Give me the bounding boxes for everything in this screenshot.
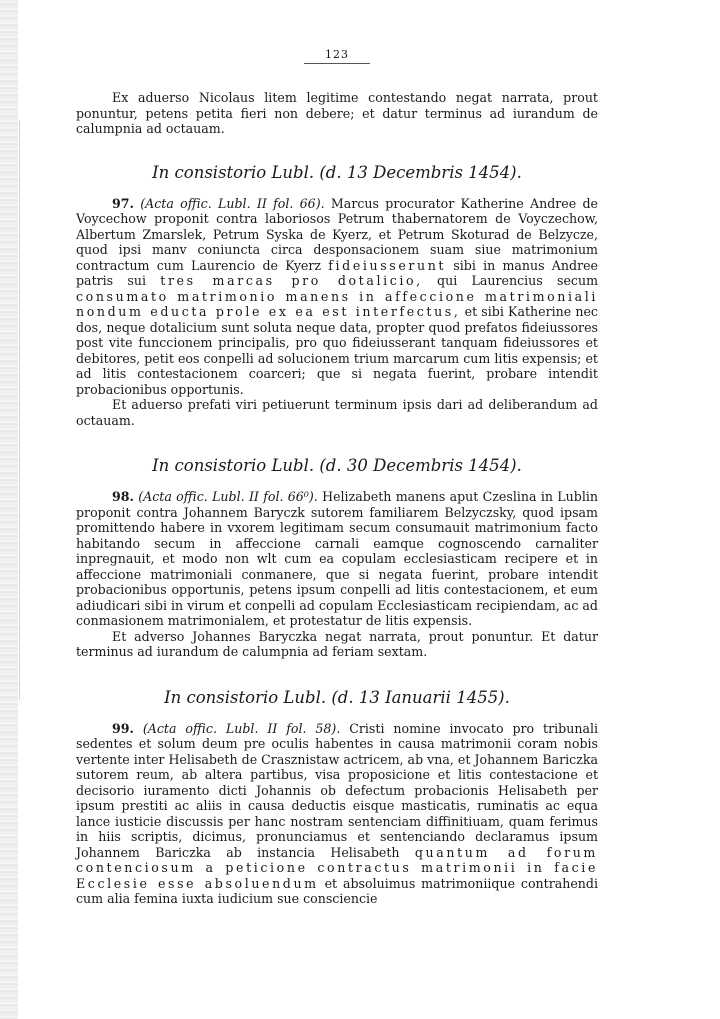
entry-99-text-a: Cristi nomine invocato pro tribunali sedentes et solum deum pre oculis habentes in causa matrimonii coram nobis vertente inter Helisabeth de Crasznistaw actricem, ab vna, et Johannem Bariczka sutorem reum, ab altera partibus, visa proposicione et litis contestacione et decisorio iuramento dicti Johannis ob defectum probacionis Helisabeth per ipsum prestiti ac aliis in causa deductis eisque masticatis, ruminatis ac equa lance iusticie discussis per hanc nostram sentenciam diffinitiuam, quam ferimus in hiis scriptis, dicimus, pronunciamus et sentenciando declaramus ipsum Johannem Bariczka ab instancia Helisabeth <box>76 720 599 860</box>
entry-97-text-c: qui Laurencius secum <box>422 273 599 288</box>
entry-98-response: Et adverso Johannes Baryczka negat narrata, prout ponuntur. Et datur terminus ad iurandum de calumpnia ad feriam sextam. <box>76 628 598 659</box>
entry-98-text: Helizabeth manens aput Czeslina in Lublin proponit contra Johannem Baryczk sutorem familiarem Belzyczsky, quod ipsam promittendo habere in vxorem legitimam secum consumauit matrimonium facto habitando secum in affeccione carnali eamque cognoscendo carnaliter inpregnauit, et modo non wlt cum ea copulam ecclesiasticam recipere et in affeccione matrimoniali conmanere, que si negata fuerint, probare intendit probacionibus opportunis, petens ipsum conpelli ad litis contestacionem, et eum adiudicari sibi in virum et conpelli ad copulam Ecclesiasticam recipiendam, ac ad conmasionem matrimonialem, et protestatur de litis expensis. <box>76 489 598 628</box>
entry-97-number: 97. <box>112 195 134 211</box>
scan-binding-line <box>19 120 20 700</box>
entry-97-text-b: sibi in manus Andree patris sui <box>76 257 599 288</box>
page-number: 123 <box>325 48 349 61</box>
scan-edge-shadow <box>0 0 18 1019</box>
entry-99-paragraph <box>76 721 598 907</box>
entry-97-spaced-3: consumato matrimonio manens in affeccione matrimoniali nondum educta prole ex ea est interfectus, <box>76 288 598 319</box>
entry-97-spaced-1: fideiusserunt <box>328 257 447 273</box>
entry-99-number: 99. <box>112 720 134 736</box>
section-heading-97: In consistorio Lubl. (d. 13 Decembris 1454). <box>152 162 522 182</box>
entry-98-source: (Acta offic. Lubl. II fol. 66⁰). <box>138 489 318 504</box>
entry-99-source: (Acta offic. Lubl. II fol. 58). <box>142 720 341 736</box>
entry-97-paragraph <box>76 196 598 398</box>
section-heading-98: In consistorio Lubl. (d. 30 Decembris 1454). <box>152 456 522 475</box>
entry-97-response: Et aduerso prefati viri petiuerunt terminum ipsis dari ad deliberandum ad octauam. <box>76 397 598 428</box>
entry-97-source: (Acta offic. Lubl. II fol. 66). <box>140 195 325 211</box>
entry-98-number: 98. <box>112 489 134 504</box>
section-heading-99: In consistorio Lubl. (d. 13 Ianuarii 1455). <box>164 687 510 707</box>
entry-98-paragraph <box>76 489 598 629</box>
entry-97-spaced-2: tres marcas pro dotalicio, <box>160 273 423 288</box>
entry-99-text-b: et absoluimus matrimoniique contrahendi cum alia femina iuxta iudicium sue consciencie <box>76 875 598 906</box>
entry-97-text-d: et sibi Katherine nec dos, neque dotalicium sunt soluta neque data, propter quod prefatos fideiussores post vite funccionem principalis, pro quo fideiusserant tanquam fideiussores et debitores, petit eos conpelli ad solucionem trium marcarum cum litis expensis; et ad litis contestacionem coarceri; que si negata fuerint, probare intendit probacionibus opportunis. <box>76 304 598 397</box>
entry-97-text-a: Marcus procurator Katherine Andree de Voycechow proponit contra laboriosos Petrum thabernatorem de Voyczechow, Albertum Zmarslek, Petrum Syska de Kyerz, et Petrum Skoturad de Belzycze, quod ipsi manv coniuncta circa desponsacionem suam siue matrimonium contractum cum Laurencio de Kyerz <box>76 195 599 273</box>
document-page <box>76 48 598 907</box>
entry-99-spaced-1: quantum ad forum contenciosum a peticione contractus matrimonii in facie Ecclesie esse absoluendum <box>76 844 598 891</box>
intro-paragraph: Ex aduerso Nicolaus litem legitime contestando negat narrata, prout ponuntur, petens petita fieri non debere; et datur terminus ad iurandum de calumpnia ad octauam. <box>76 90 598 136</box>
page-number-rule <box>304 63 370 64</box>
